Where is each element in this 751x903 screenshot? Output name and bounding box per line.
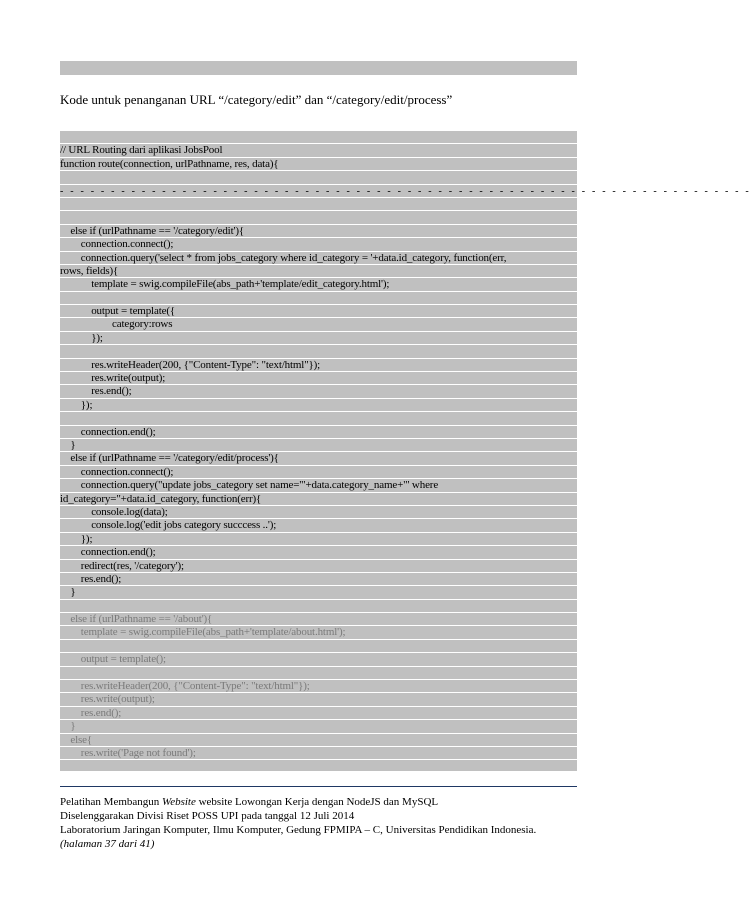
code-line: category:rows: [60, 318, 577, 331]
code-line: console.log(data);: [60, 506, 577, 519]
footer-line-training: [60, 795, 590, 809]
code-line: });: [60, 399, 577, 412]
code-line: else if (urlPathname == '/category/edit/process'){: [60, 452, 577, 465]
section-caption: Kode untuk penanganan URL “/category/edit” dan “/category/edit/process”: [60, 92, 453, 107]
footer-text: website Lowongan Kerja dengan NodeJS dan MySQL: [195, 796, 439, 808]
code-line: res.write(output);: [60, 693, 577, 706]
code-line: connection.end();: [60, 426, 577, 439]
footer-line-lab: Laboratorium Jaringan Komputer, Ilmu Komputer, Gedung FPMIPA – C, Universitas Pendidikan Indonesia.: [60, 824, 537, 836]
code-line: [60, 131, 577, 144]
code-line: [60, 292, 577, 305]
code-line: [60, 198, 577, 211]
code-line: connection.end();: [60, 546, 577, 559]
footer-divider: [60, 786, 577, 787]
code-line: }: [60, 439, 577, 452]
code-line: });: [60, 533, 577, 546]
code-line: res.writeHeader(200, {"Content-Type": "text/html"});: [60, 680, 577, 693]
code-line: id_category="+data.id_category, function(err){: [60, 493, 577, 506]
code-line: - - - - - - - - - - - - - - - - - - - - - - - - - - - - - - - - - - - - - - - - - - - - - - - - - - - - - - - - - - - - - - - - - - - -: [60, 185, 751, 197]
code-line: else{: [60, 734, 577, 747]
code-line: [60, 640, 577, 653]
code-line: res.write(output);: [60, 372, 577, 385]
code-line: [60, 171, 577, 184]
code-listing: [60, 131, 751, 760]
footer-text-italic: Website: [162, 796, 196, 808]
code-line: }: [60, 586, 577, 599]
footer-text: Pelatihan Membangun: [60, 796, 163, 808]
code-line: function route(connection, urlPathname, res, data){: [60, 158, 577, 171]
code-line: connection.connect();: [60, 238, 577, 251]
code-line: console.log('edit jobs category succcess ..');: [60, 519, 577, 532]
code-line: connection.query("update jobs_category set name='"+data.category_name+"' where: [60, 479, 577, 492]
code-line: res.write('Page not found');: [60, 747, 577, 760]
header-bar: [60, 61, 577, 75]
code-line: [60, 345, 577, 358]
footer-line-organizer: Diselenggarakan Divisi Riset POSS UPI pada tanggal 12 Juli 2014: [60, 810, 355, 822]
code-line: output = template({: [60, 305, 577, 318]
code-line: connection.connect();: [60, 466, 577, 479]
code-line: // URL Routing dari aplikasi JobsPool: [60, 144, 577, 157]
code-line: else if (urlPathname == '/category/edit'){: [60, 225, 577, 238]
code-line: else if (urlPathname == '/about'){: [60, 613, 577, 626]
page-number: (halaman 37 dari 41): [60, 838, 155, 850]
code-line: res.end();: [60, 573, 577, 586]
code-line: template = swig.compileFile(abs_path+'template/about.html');: [60, 626, 577, 639]
code-line: output = template();: [60, 653, 577, 666]
code-line: template = swig.compileFile(abs_path+'template/edit_category.html');: [60, 278, 577, 291]
page-footer: [60, 795, 590, 851]
code-line: [60, 412, 577, 425]
code-line: res.end();: [60, 385, 577, 398]
code-line: }: [60, 720, 577, 733]
code-line: [60, 600, 577, 613]
code-line: [60, 667, 577, 680]
code-line: redirect(res, '/category');: [60, 560, 577, 573]
code-line: rows, fields){: [60, 265, 577, 278]
code-line: connection.query('select * from jobs_category where id_category = '+data.id_category, function(err,: [60, 252, 577, 265]
code-line: res.writeHeader(200, {"Content-Type": "text/html"});: [60, 359, 577, 372]
code-line: });: [60, 332, 577, 345]
code-line: [60, 211, 577, 224]
code-line: res.end();: [60, 707, 577, 720]
